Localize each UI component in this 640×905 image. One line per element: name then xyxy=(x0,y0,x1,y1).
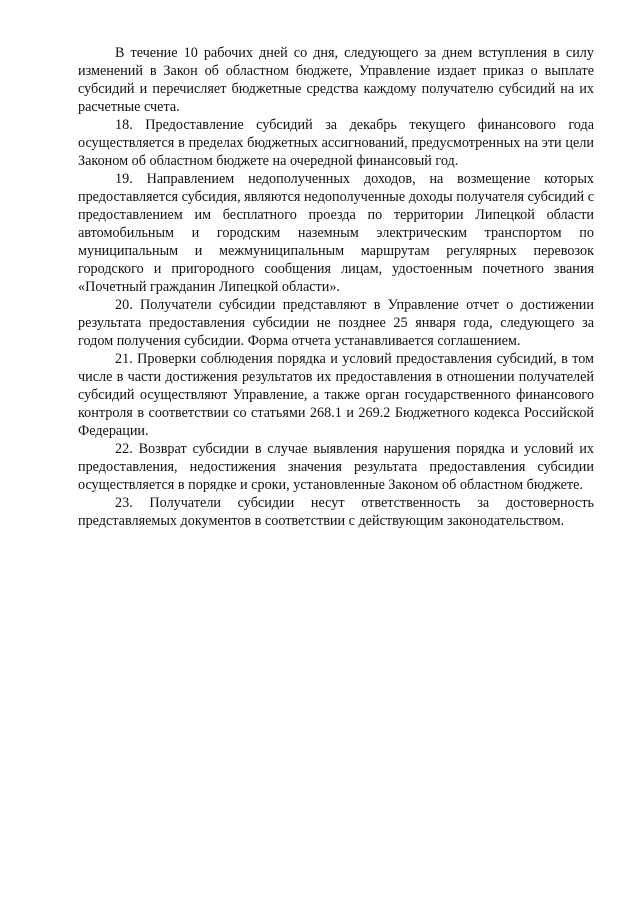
paragraph-payment-order: В течение 10 рабочих дней со дня, следующего за днем вступления в силу изменений в Закон об областном бюджете, Управление издает приказ о выплате субсидий и перечисляет бюджетные средства каждому получателю субсидий на их расчетные счета. xyxy=(78,45,594,115)
paragraph-21: 21. Проверки соблюдения порядка и условий предоставления субсидий, в том числе в части достижения результатов их предоставления в отношении получателей субсидий осуществляют Управление, а также орган государственного финансового контроля в соответствии со статьями 268.1 и 269.2 Бюджетного кодекса Российской Федерации. xyxy=(78,351,594,439)
document-body xyxy=(78,44,594,530)
paragraph-18: 18. Предоставление субсидий за декабрь текущего финансового года осуществляется в пределах бюджетных ассигнований, предусмотренных на эти цели Законом об областном бюджете на очередной финансовый год. xyxy=(78,117,594,169)
paragraph-19: 19. Направлением недополученных доходов, на возмещение которых предоставляется субсидия, являются недополученные доходы получателя субсидий с предоставлением им бесплатного проезда по территории Липецкой области автомобильным и городским наземным электрическим транспортом по муниципальным и межмуниципальным маршрутам регулярных перевозок городского и пригородного сообщения лицам, удостоенным почетного звания «Почетный гражданин Липецкой области». xyxy=(78,171,594,295)
paragraph-20: 20. Получатели субсидии представляют в Управление отчет о достижении результата предоставления субсидии не позднее 25 января года, следующего за годом получения субсидии. Форма отчета устанавливается соглашением. xyxy=(78,297,594,349)
paragraph-23: 23. Получатели субсидии несут ответственность за достоверность представляемых документов в соответствии с действующим законодательством. xyxy=(78,495,594,529)
paragraph-22: 22. Возврат субсидии в случае выявления нарушения порядка и условий их предоставления, недостижения значения результата предоставления субсидии осуществляется в порядке и сроки, установленные Законом об областном бюджете. xyxy=(78,441,594,493)
